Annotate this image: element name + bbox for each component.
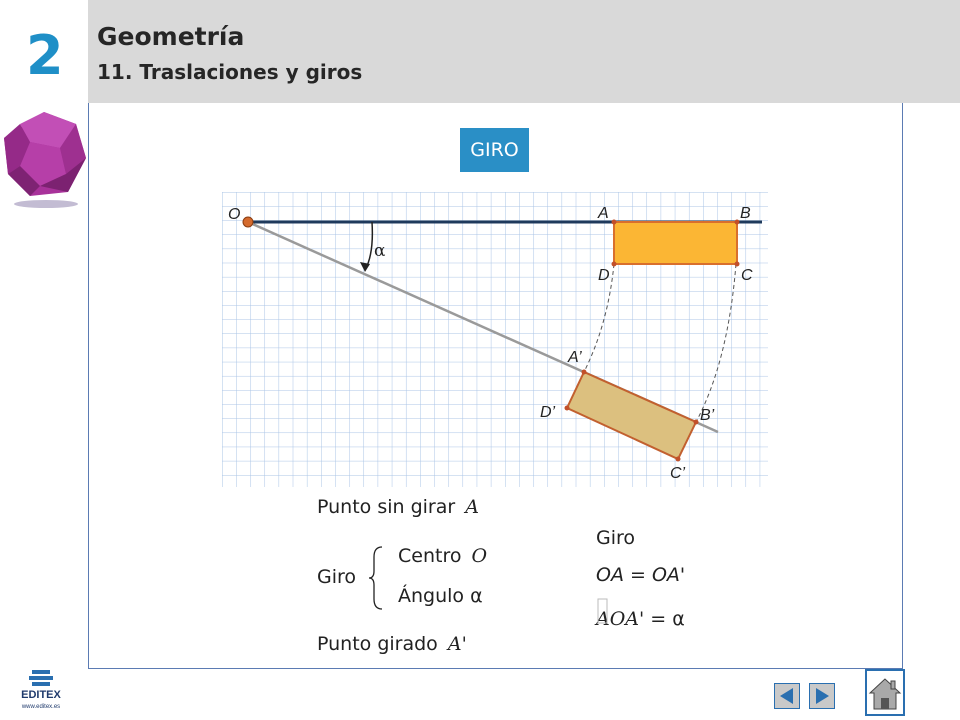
centro-row xyxy=(398,545,487,567)
point-a-prime xyxy=(582,370,587,375)
formula-angle-right: = α xyxy=(650,608,685,630)
giro-right-label: Giro xyxy=(596,527,636,549)
label-b-prime: B’ xyxy=(700,407,715,424)
original-rectangle xyxy=(614,222,737,264)
point-d xyxy=(612,262,617,267)
arrow-left-icon xyxy=(775,684,799,708)
rotation-diagram xyxy=(222,192,768,487)
point-o xyxy=(243,217,253,227)
giro-badge: GIRO xyxy=(460,128,529,172)
page-subtitle: 11. Traslaciones y giros xyxy=(97,60,363,84)
punto-sin-girar-var: A xyxy=(465,496,479,518)
label-o: O xyxy=(228,206,241,223)
punto-girado-label: Punto girado xyxy=(317,633,438,655)
home-icon xyxy=(867,671,903,714)
label-b: B xyxy=(740,205,751,222)
page-title: Geometría xyxy=(97,22,245,51)
editex-logo xyxy=(12,666,70,712)
centro-var: O xyxy=(471,545,488,567)
punto-girado xyxy=(317,633,467,655)
label-c-prime: C’ xyxy=(670,465,686,482)
punto-sin-girar-label: Punto sin girar xyxy=(317,496,456,518)
logo-url: www.editex.es xyxy=(21,704,61,710)
label-d: D xyxy=(598,267,610,284)
dodecahedron-icon xyxy=(0,108,88,213)
curly-brace xyxy=(368,545,386,611)
punto-girado-var: A' xyxy=(447,633,467,655)
point-b-prime xyxy=(694,420,699,425)
point-a xyxy=(612,220,617,225)
point-b xyxy=(735,220,740,225)
point-c xyxy=(735,262,740,267)
chapter-number: 2 xyxy=(26,24,64,87)
arrow-right-icon xyxy=(810,684,834,708)
label-c: C xyxy=(741,267,753,284)
prev-button[interactable] xyxy=(774,683,800,709)
punto-sin-girar xyxy=(317,496,479,518)
point-c-prime xyxy=(676,457,681,462)
label-a-prime: A’ xyxy=(568,349,582,366)
home-button[interactable] xyxy=(865,669,905,716)
point-d-prime xyxy=(565,406,570,411)
formula-angle-left: AOA' xyxy=(596,608,645,630)
label-a: A xyxy=(598,205,609,222)
centro-label: Centro xyxy=(398,545,462,567)
angulo-label: Ángulo α xyxy=(398,585,483,607)
formula-distance: OA = OA' xyxy=(596,564,686,586)
label-d-prime: D’ xyxy=(540,404,556,421)
giro-left-label: Giro xyxy=(317,566,357,588)
angle-label: α xyxy=(374,241,386,261)
header-bar xyxy=(88,0,960,103)
next-button[interactable] xyxy=(809,683,835,709)
angle-hat-icon xyxy=(597,598,611,626)
logo-text: EDITEX xyxy=(21,689,61,701)
